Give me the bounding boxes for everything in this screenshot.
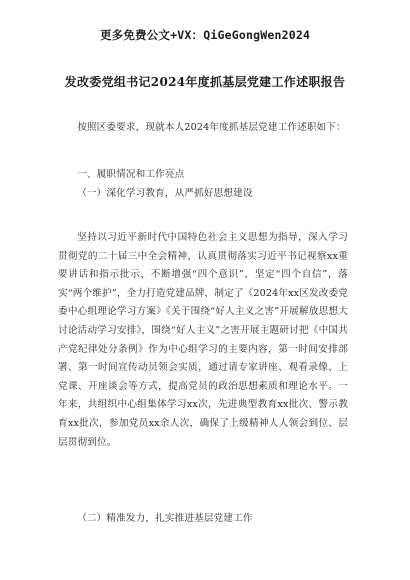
subsection-body-paragraph: 坚持以习近平新时代中国特色社会主义思想为指导，深入学习贯彻党的二十届三中全会精神，认真贯彻落实习近平书记视察xx重要讲话和指示批示，不断增强“四个意识”，坚定“四个自信”，落实“两个维护”，全力打造党建品牌，制定了《2024年xx区发改委党委中心组理论学习方案》《关于围绕“好人主义之害”开展解放思想大讨论活动学习安排》，围绕“好人主义”之害开展主题研讨把《中国共产党纪律处分条例》作为中心组学习的主要内容，第一时间安排部署、第一时间宣传动员领会实质，通过请专家讲座、观看录像、上党课、开座谈会等方式，提高党员的政治思想素质和理论水平。一年来，共组织中心组集体学习xx次，先进典型教育xx批次、警示教育xx批次，参加党员xx余人次，确保了上级精神人人领会到位、层层贯彻到位。: [58, 232, 348, 448]
intro-paragraph: 按照区委要求，现就本人2024年度抓基层党建工作述职如下：: [77, 122, 346, 133]
section-heading: 一、履职情况和工作亮点: [77, 169, 185, 180]
subsection-body-block: [58, 229, 348, 452]
intro-block: [58, 119, 348, 138]
promo-header: 更多免费公文+VX：QiGeGongWen2024: [99, 28, 311, 42]
subsection-heading-2: （二）精准发力，扎实推进基层党建工作: [77, 513, 253, 524]
document-title: 发改委党组书记2024年度抓基层党建工作述职报告: [64, 75, 346, 89]
subsection-heading: （一）深化学习教育，从严抓好思想建设: [77, 188, 253, 199]
